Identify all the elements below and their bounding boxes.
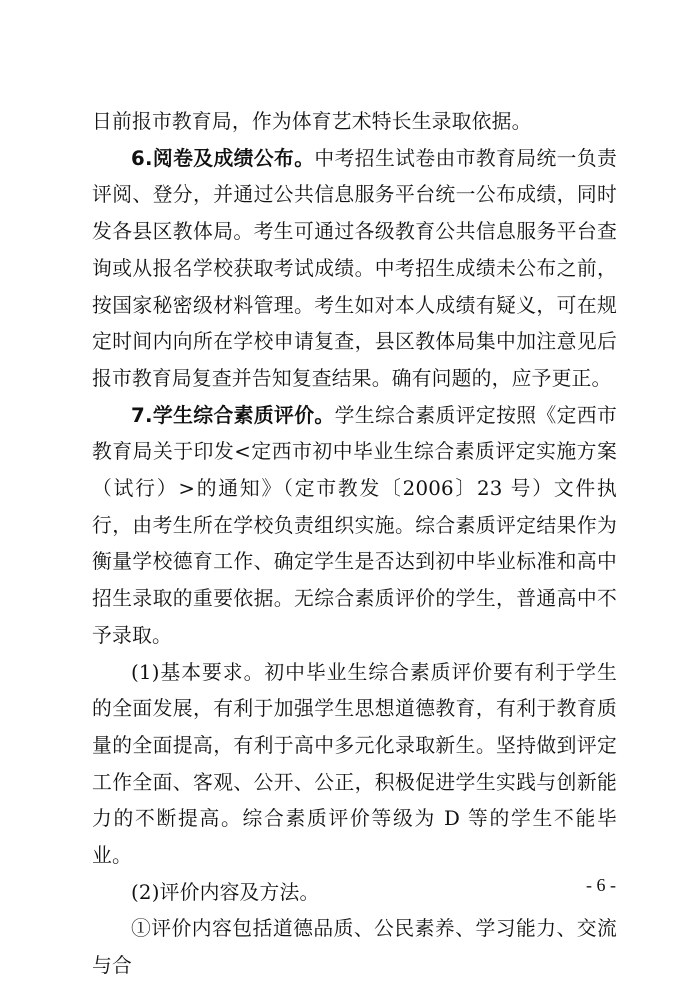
item-1-paragraph: (1)基本要求。初中毕业生综合素质评价要有利于学生的全面发展，有利于加强学生思想道德教育，有利于教育质量的全面提高，有利于高中多元化录取新生。坚持做到评定工作全面、客观、公开、公正，积极促进学生实践与创新能力的不断提高。综合素质评价等级为 D 等的学生不能毕业。	[92, 660, 617, 868]
item-2-paragraph: (2)评价内容及方法。	[131, 880, 320, 904]
section-7-heading: 7.学生综合素质评价。	[131, 403, 335, 427]
section-7-paragraph	[92, 398, 617, 655]
continuation-paragraph: 日前报市教育局，作为体育艺术特长生录取依据。	[92, 110, 532, 133]
section-6-heading: 6.阅卷及成绩公布。	[131, 146, 315, 170]
page-number: - 6 -	[586, 875, 616, 895]
document-body	[92, 104, 617, 985]
section-6-paragraph	[92, 141, 617, 398]
item-2-sub-1-paragraph: ①评价内容包括道德品质、公民素养、学习能力、交流与合	[92, 917, 617, 978]
section-6-body: 中考招生试卷由市教育局统一负责评阅、登分，并通过公共信息服务平台统一公布成绩，同时发各县区教体局。考生可通过各级教育公共信息服务平台查询或从报名学校获取考试成绩。中考招生成绩未公布之前，按国家秘密级材料管理。考生如对本人成绩有疑义，可在规定时间内向所在学校申请复查，县区教体局集中加注意见后报市教育局复查并告知复查结果。确有问题的，应予更正。	[92, 146, 617, 390]
section-7-body: 学生综合素质评定按照《定西市教育局关于印发<定西市初中毕业生综合素质评定实施方案（试行）>的通知》（定市教发〔2006〕23 号）文件执行，由考生所在学校负责组织实施。综合素质评定结果作为衡量学校德育工作、确定学生是否达到初中毕业标准和高中招生录取的重要依据。无综合素质评价的学生，普通高中不予录取。	[92, 403, 617, 647]
